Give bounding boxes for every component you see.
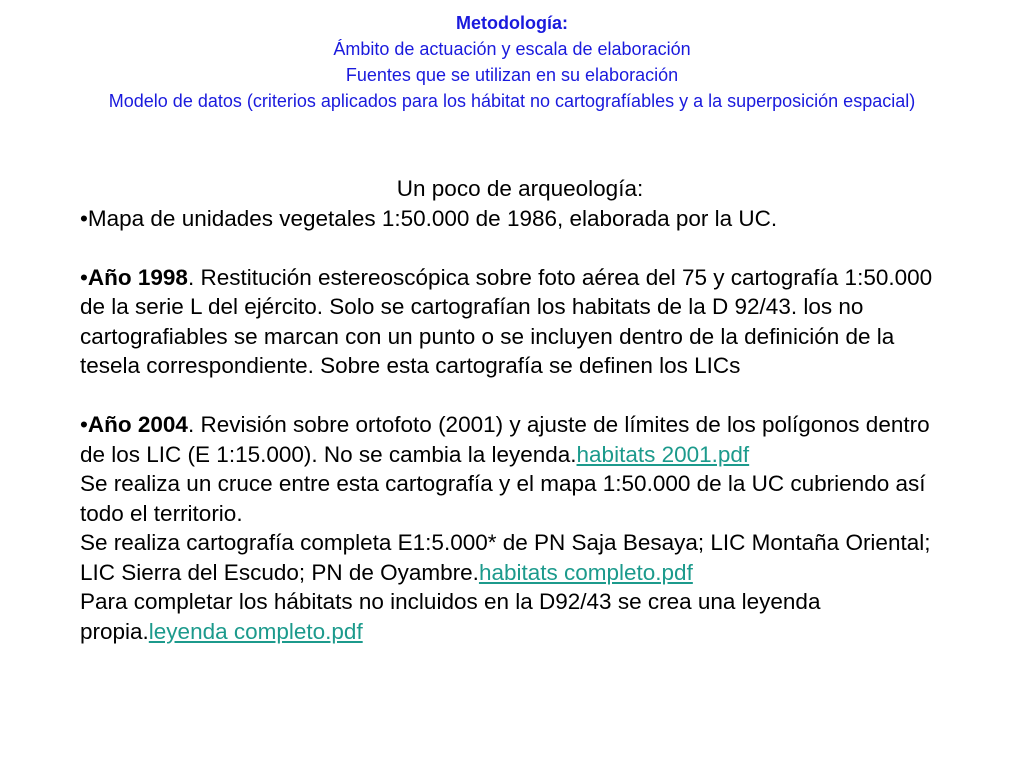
bullet-1986-map: •Mapa de unidades vegetales 1:50.000 de 1986, elaborada por la UC. (80, 205, 778, 231)
header-line-data-model: Modelo de datos (criterios aplicados para los hábitat no cartografíables y a la superposición espacial) (108, 91, 916, 111)
archaeology-subtitle: Un poco de arqueología: (396, 176, 644, 201)
header-line-sources: Fuentes que se utilizan en su elaboración (345, 65, 679, 85)
habitats-2001-pdf-link[interactable]: habitats 2001.pdf (576, 441, 750, 467)
bullet-marker: • (80, 264, 88, 290)
bullet-marker: • (80, 412, 88, 437)
legend-text: Para completar los hábitats no incluidos en la D92/43 se crea una leyenda propia. (80, 589, 821, 644)
spacer (80, 233, 960, 263)
bullet-2004-text: . Revisión sobre ortofoto (2001) y ajuste de límites de los polígonos dentro de los LIC (E 1:15.000). No se cambia la leyenda. (80, 412, 930, 467)
methodology-title: Metodología: (456, 13, 568, 33)
header-line-scope: Ámbito de actuación y escala de elaboración (333, 39, 691, 59)
methodology-header (90, 10, 934, 114)
complete-cartography-text: Se realiza cartografía completa E1:5.000* de PN Saja Besaya; LIC Montaña Oriental; LIC Sierra del Escudo; PN de Oyambre. (80, 530, 931, 585)
bullet-2004 (80, 410, 960, 469)
bullet-1998 (80, 263, 960, 381)
bullet-1998-text: . Restitución estereoscópica sobre foto aérea del 75 y cartografía 1:50.000 de la serie L del ejército. Solo se cartografían los habitats de la D 92/43. los no cartografiables se marcan con un punto o se incluyen dentro de la definición de la tesela correspondiente. Sobre esta cartografía se definen los LICs (80, 264, 933, 378)
complete-cartography-paragraph (80, 528, 960, 587)
legend-paragraph (80, 587, 960, 646)
spacer (80, 381, 960, 411)
crossing-paragraph: Se realiza un cruce entre esta cartografía y el mapa 1:50.000 de la UC cubriendo así todo el territorio. (80, 471, 926, 526)
year-1998-label: Año 1998 (87, 264, 188, 290)
slide-body (80, 174, 960, 646)
habitats-completo-pdf-link[interactable]: habitats completo.pdf (478, 559, 693, 585)
year-2004-label: Año 2004 (87, 412, 188, 437)
leyenda-completo-pdf-link[interactable]: leyenda completo.pdf (148, 618, 363, 644)
